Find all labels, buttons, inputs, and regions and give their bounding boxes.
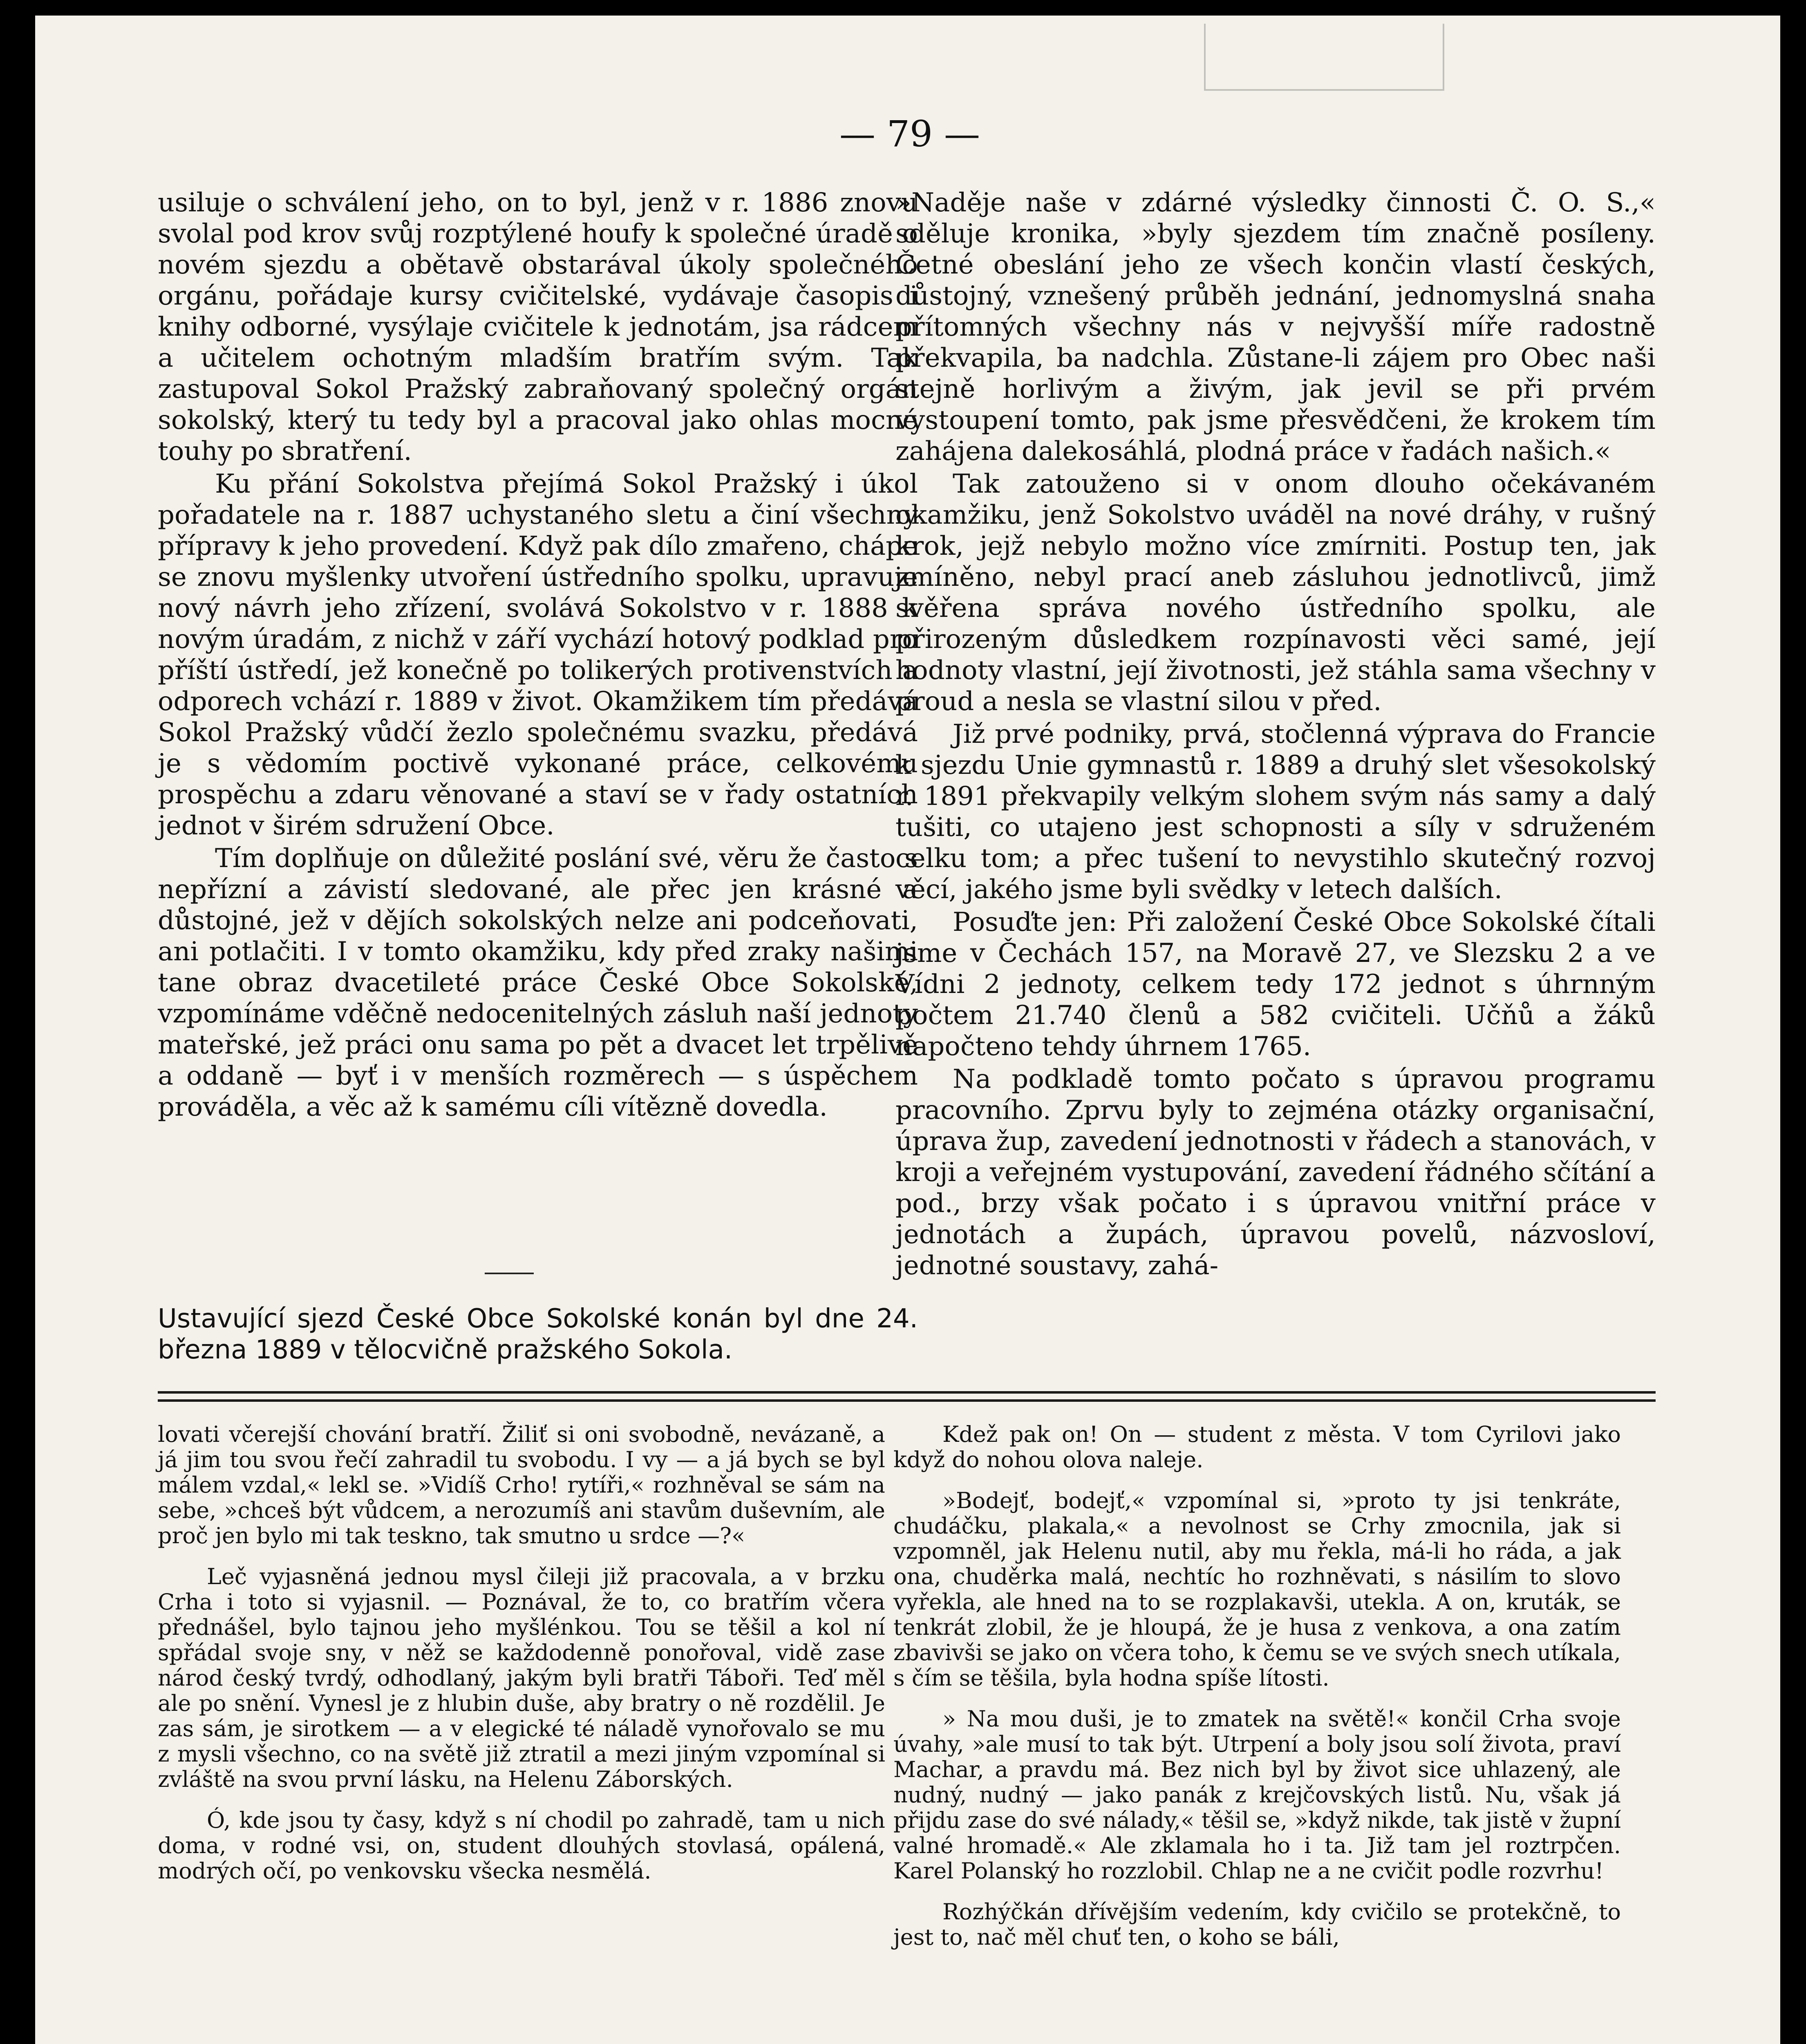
announcement: Ustavující sjezd České Obce Sokolské konán byl dne 24. března 1889 v tělocvičně pražského Sokola. — [158, 1304, 918, 1365]
paragraph: Ku přání Sokolstva přejímá Sokol Pražský i úkol pořadatele na r. 1887 uchystaného sletu a činí všechny přípravy k jeho provedení. Když pak dílo zmařeno, chápe se znovu myšlenky utvoření ústředního spolku, upravuje nový návrh jeho zřízení, svolává Sokolstvo v r. 1888 k novým úradám, z nichž v září vychází hotový podklad pro příští ústředí, jež konečně po tolikerých protivenstvích a odporech vchází r. 1889 v život. Okamžikem tím předává Sokol Pražský vůdčí žezlo společnému svazku, předává je s vědomím poctivě vykonané práce, celkovému prospěchu a zdaru věnované a staví se v řady ostatních jednot v širém sdružení Obce. — [158, 469, 918, 841]
paragraph: »Naděje naše v zdárné výsledky činnosti Č. O. S.,« sděluje kronika, »byly sjezdem tím značně posíleny. Četné obeslání jeho ze všech končin vlastí českých, důstojný, vznešený průběh jednání, jednomyslná snaha přítomných všechny nás v nejvyšší míře radostně překvapila, ba nadchla. Zůstane-li zájem pro Obec naši stejně horlivým a živým, jak jevil se při prvém vystoupení tomto, pak jsme přesvědčeni, že krokem tím zahájena dalekosáhlá, plodná práce v řadách našich.« — [895, 188, 1656, 466]
feuilleton-rule-right-2 — [895, 1399, 1656, 1402]
paragraph: Již prvé podniky, prvá, stočlenná výprava do Francie k sjezdu Unie gymnastů r. 1889 a druhý slet všesokolský r. 1891 překvapily velkým slohem svým nás samy a dalý tušiti, co utajeno jest schopnosti a síly v sdruženém celku tom; a přec tušení to nevystihlo skutečný rozvoj věcí, jakého jsme byli svědky v letech dalších. — [895, 719, 1656, 905]
paragraph: usiluje o schválení jeho, on to byl, jenž v r. 1886 znovu svolal pod krov svůj rozptýlené houfy k společné úradě o novém sjezdu a obětavě obstarával úkoly společného orgánu, pořádaje kursy cvičitelské, vydávaje časopis i knihy odborné, vysýlaje cvičitele k jednotám, jsa rádcem a učitelem ochotným mladším bratřím svým. Tak zastupoval Sokol Pražský zabraňovaný společný orgán sokolský, který tu tedy byl a pracoval jako ohlas mocné touhy po sbratření. — [158, 188, 918, 466]
paragraph: Na podkladě tomto počato s úpravou programu pracovního. Zprvu byly to zejména otázky organisační, úprava žup, zavedení jednotnosti v řádech a stanovách, v kroji a veřejném vystupování, zavedení řádného sčítání a pod., brzy však počato i s úpravou vnitřní práce v jednotách a župách, úpravou povelů, názvosloví, jednotné soustavy, zahá- — [895, 1064, 1656, 1281]
lower-left-column — [158, 1422, 885, 1899]
section-separator — [485, 1273, 534, 1274]
paragraph: »Bodejť, bodejť,« vzpomínal si, »proto ty jsi tenkráte, chudáčku, plakala,« a nevolnost se Crhy zmocnila, jak si vzpomněl, jak Helenu nutil, aby mu řekla, má-li ho ráda, a jak ona, chuděrka malá, nechtíc ho rozhněvati, s násilím to slovo vyřekla, ale hned na to se rozplakavši, utekla. A on, kruták, se tenkrát zlobil, že je hloupá, že je husa z venkova, a ona zatím zbavivši se jako on včera toho, k čemu se ve svých snech utíkala, s čím se těšila, byla hodna spíše lítosti. — [893, 1488, 1621, 1691]
paragraph: Posuďte jen: Při založení České Obce Sokolské čítali jsme v Čechách 157, na Moravě 27, ve Slezsku 2 a ve Vídni 2 jednoty, celkem tedy 172 jednot s úhrnným počtem 21.740 členů a 582 cvičiteli. Učňů a žáků napočteno tehdy úhrnem 1765. — [895, 907, 1656, 1062]
paragraph: Leč vyjasněná jednou mysl čileji již pracovala, a v brzku Crha i toto si vyjasnil. — Poznával, že to, co bratřím včera přednášel, bylo tajnou jeho myšlénkou. Tou se těšil a kol ní spřádal svoje sny, v něž se každodenně ponořoval, vidě zase národ český tvrdý, odhodlaný, jakým byli bratři Táboři. Teď měl ale po snění. Vynesl je z hlubin duše, aby bratry o ně rozdělil. Je zas sám, je sirotkem — a v elegické té náladě vynořovalo se mu z mysli všechno, co na světě již ztratil a mezi jiným vzpomínal si zvláště na svou první lásku, na Helenu Záborských. — [158, 1564, 885, 1792]
paragraph: » Na mou duši, je to zmatek na světě!« končil Crha svoje úvahy, »ale musí to tak být. Utrpení a boly jsou solí života, praví Machar, a pravdu má. Bez nich byl by život sice uhlazený, ale nudný, nudný — jako panák z krejčovských listů. Nu, však já přijdu zase do své nálady,« těšil se, »když nikde, tak jistě v župní valné hromadě.« Ale zklamala ho i ta. Již tam jel roztrpčen. Karel Polanský ho rozzlobil. Chlap ne a ne cvičit podle rozvrhu! — [893, 1706, 1621, 1884]
feuilleton-rule-right-1 — [895, 1391, 1656, 1394]
page — [35, 16, 1780, 2044]
paragraph: Tak zatouženo si v onom dlouho očekávaném okamžiku, jenž Sokolstvo uváděl na nové dráhy, v rušný krok, jejž nebylo možno více zmírniti. Postup ten, jak zmíněno, nebyl prací aneb zásluhou jednotlivců, jimž svěřena správa nového ústředního spolku, ale přirozeným důsledkem rozpínavosti věci samé, její hodnoty vlastní, její životnosti, jež stáhla sama všechny v proud a nesla se vlastní silou v před. — [895, 469, 1656, 717]
feuilleton-rule-left-1 — [158, 1391, 918, 1394]
upper-right-column — [895, 187, 1656, 1283]
paragraph: Tím doplňuje on důležité poslání své, věru že často s nepřízní a závistí sledované, ale přec jen krásné a důstojné, jež v dějích sokolských nelze ani podceňovati, ani potlačiti. I v tomto okamžiku, kdy před zraky našimi tane obraz dvacetileté práce České Obce Sokolské, vzpomínáme vděčně nedocenitelných zásluh naší jednoty mateřské, jež práci onu sama po pět a dvacet let trpělivě a oddaně — byť i v menších rozměrech — s úspěchem prováděla, a věc až k samému cíli vítězně dovedla. — [158, 843, 918, 1122]
lower-right-column — [893, 1422, 1621, 1966]
archive-stamp — [1204, 24, 1444, 91]
paragraph: Rozhýčkán dřívějším vedením, kdy cvičilo se protekčně, to jest to, nač měl chuť ten, o koho se báli, — [893, 1899, 1621, 1950]
upper-left-column — [158, 187, 918, 1124]
feuilleton-rule-left-2 — [158, 1399, 918, 1402]
paragraph: lovati včerejší chování bratří. Žiliť si oni svobodně, nevázaně, a já jim tou svou řečí zahradil tu svobodu. I vy — a já bych se byl málem vzdal,« lekl se. »Vidíš Crho! rytíři,« rozhněval se sám na sebe, »chceš být vůdcem, a nerozumíš ani stavům duševním, ale proč jen bylo mi tak teskno, tak smutno u srdce —?« — [158, 1421, 885, 1549]
page-number: — 79 — — [839, 113, 980, 155]
paragraph: Ó, kde jsou ty časy, když s ní chodil po zahradě, tam u nich doma, v rodné vsi, on, student dlouhých stovlasá, opálená, modrých očí, po venkovsku všecka nesmělá. — [158, 1807, 885, 1884]
paragraph: Kdež pak on! On — student z města. V tom Cyrilovi jako když do nohou olova naleje. — [893, 1421, 1621, 1472]
